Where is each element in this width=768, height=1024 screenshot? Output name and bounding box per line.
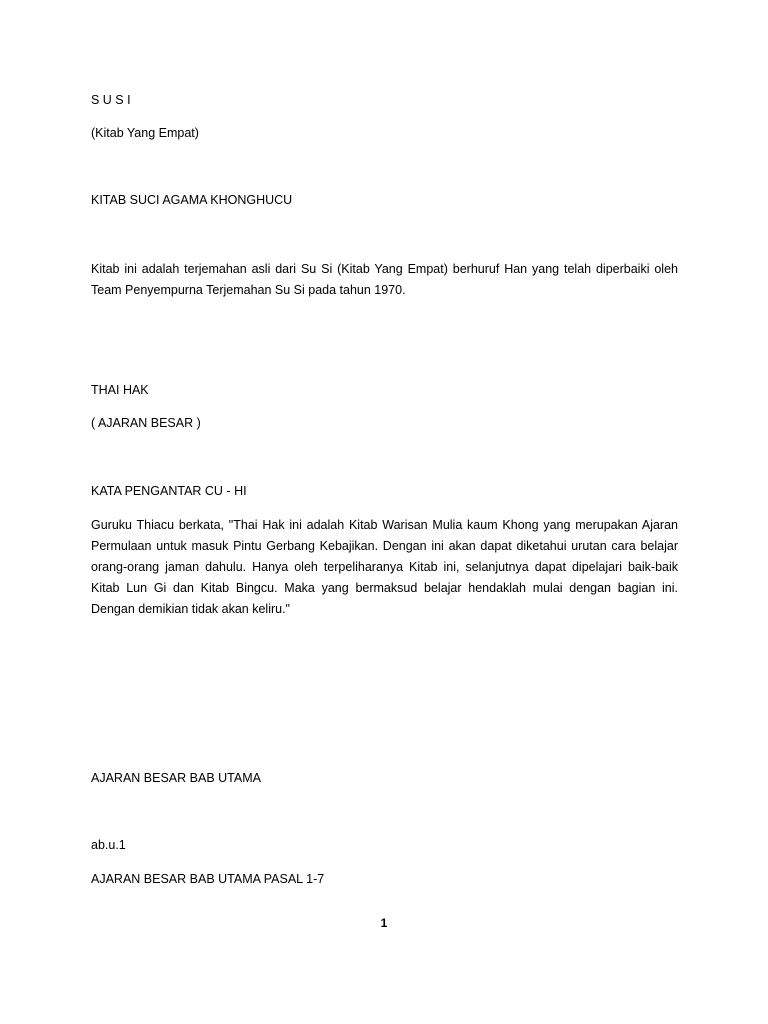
preface-paragraph: Guruku Thiacu berkata, "Thai Hak ini adalah Kitab Warisan Mulia kaum Khong yang merupakan Ajaran Permulaan untuk masuk Pintu Gerbang Kebajikan. Dengan ini akan dapat diketahui urutan cara belajar orang-orang jaman dahulu. Hanya oleh terpeliharanya Kitab ini, selanjutnya dapat dipelajari baik-baik Kitab Lun Gi dan Kitab Bingcu. Maka yang bermaksud belajar hendaklah mulai dengan bagian ini. Dengan demikian tidak akan keliru." [91,518,678,616]
document-subtitle: (Kitab Yang Empat) [91,126,199,140]
heading-ajaran-besar: ( AJARAN BESAR ) [91,416,201,430]
heading-thai-hak: THAI HAK [91,383,149,397]
intro-paragraph: Kitab ini adalah terjemahan asli dari Su Si (Kitab Yang Empat) berhuruf Han yang telah diperbaiki oleh Team Penyempurna Terjemahan Su Si pada tahun 1970. [91,262,678,297]
heading-kata-pengantar: KATA PENGANTAR CU - HI [91,484,247,498]
heading-pasal: AJARAN BESAR BAB UTAMA PASAL 1-7 [91,872,325,886]
section-code: ab.u.1 [91,838,126,852]
heading-bab-utama: AJARAN BESAR BAB UTAMA [91,771,261,785]
page-number: 1 [380,916,388,930]
document-title: S U S I [91,93,131,107]
heading-kitab-suci: KITAB SUCI AGAMA KHONGHUCU [91,193,293,207]
